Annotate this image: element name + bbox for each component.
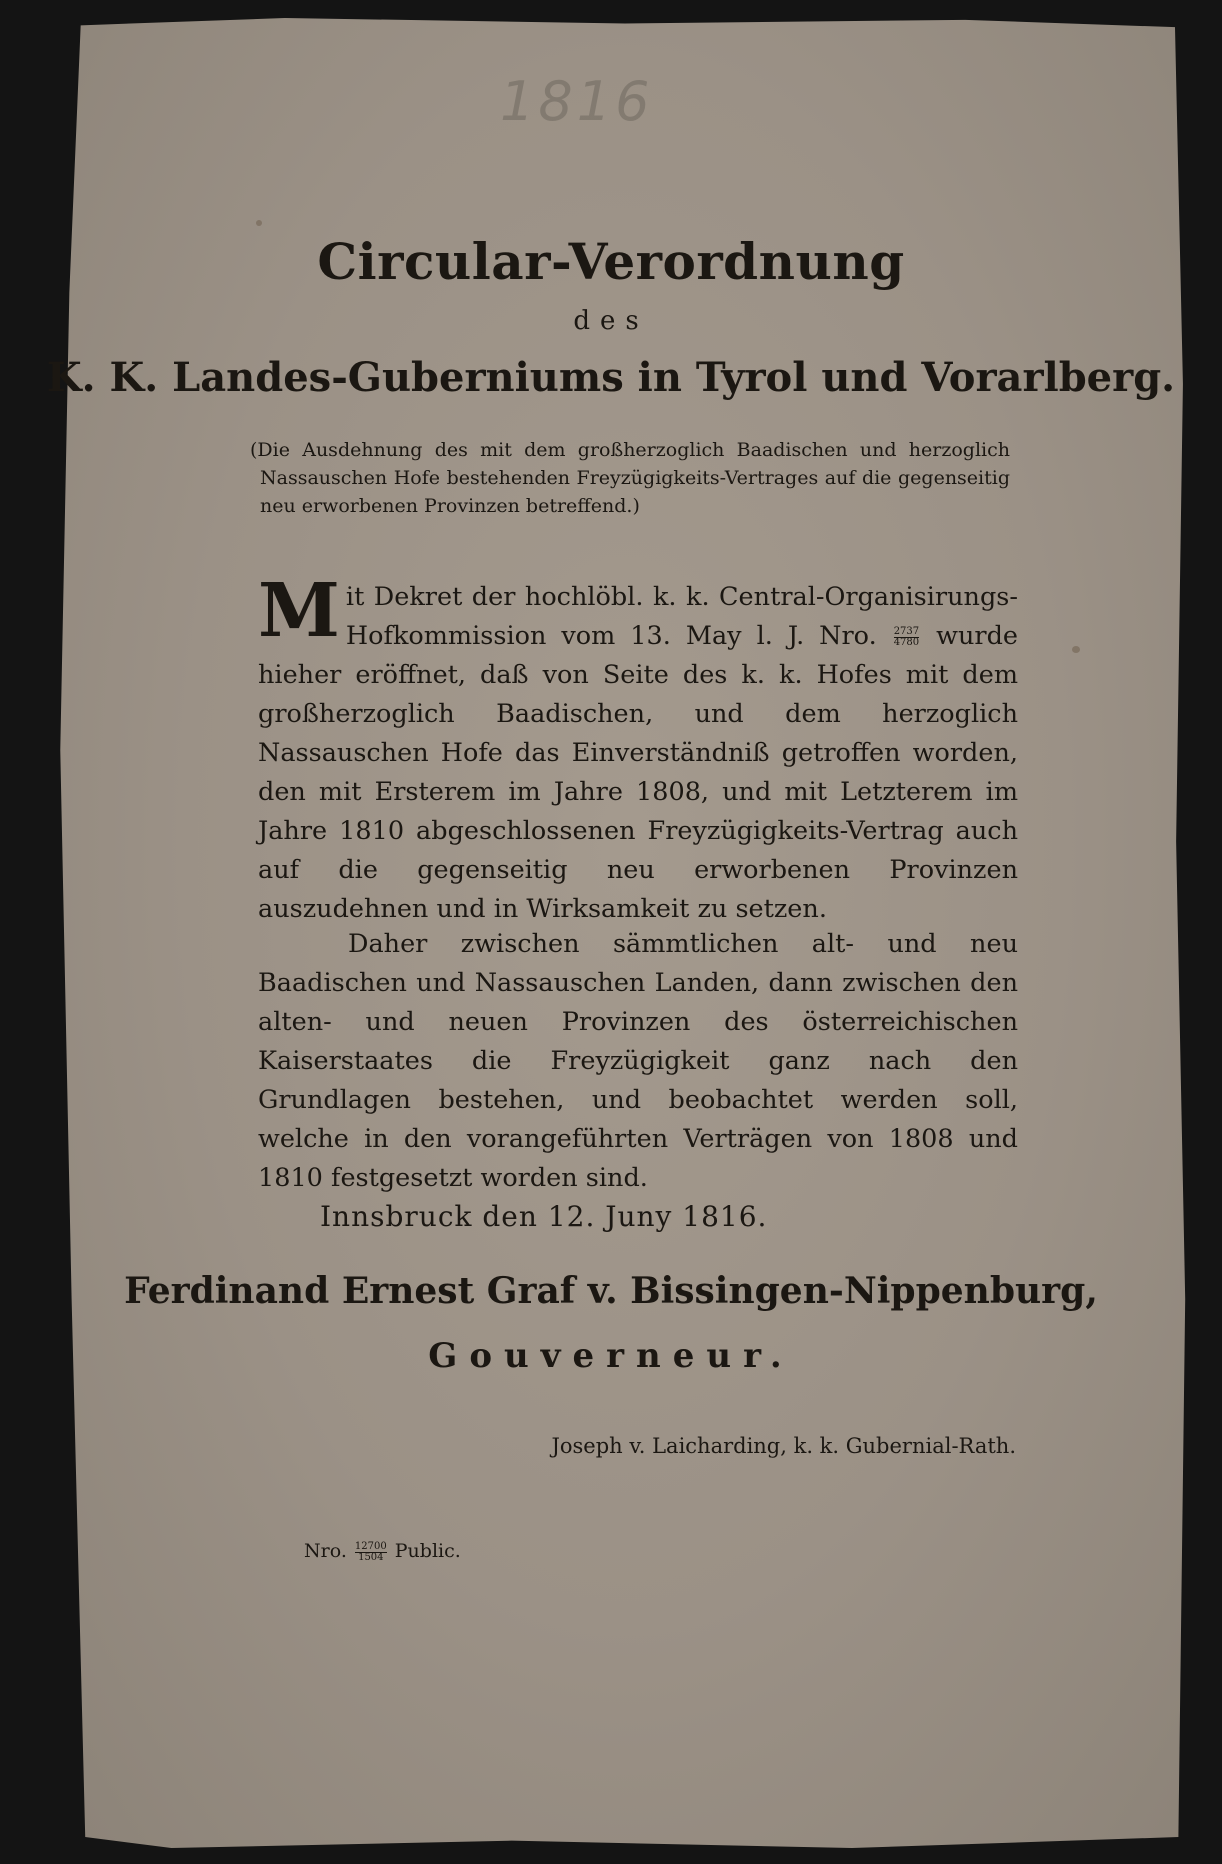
governor-name: Ferdinand Ernest Graf v. Bissingen-Nippenburg, — [124, 1270, 1098, 1312]
paragraph-decree-text-a: it Dekret der hochlöbl. k. k. Central-Organisirungs-Hofkommission vom 13. May l. J. Nro. — [345, 582, 1018, 651]
abstract-text: (Die Ausdehnung des mit dem großherzoglich Baadischen und herzoglich Nassauschen Hofe bestehenden Freyzügigkeits-Vertrages auf die gegenseitig neu erworbenen Provinzen betreffend.) — [250, 439, 1010, 517]
paragraph-ruling — [258, 925, 1018, 1198]
reference-fraction — [355, 1542, 387, 1563]
fraction-numerator: 2737 — [893, 625, 920, 637]
subject-abstract — [250, 436, 1010, 520]
paragraph-decree — [258, 568, 1018, 929]
governor-title: Gouverneur. — [428, 1336, 794, 1376]
title-connector: des — [573, 306, 649, 336]
issuing-authority: K. K. Landes-Guberniums in Tyrol und Vorarlberg. — [46, 354, 1176, 401]
reference-denominator: 1504 — [358, 1551, 384, 1563]
fraction-denominator: 4780 — [893, 636, 920, 648]
reference-number — [304, 1540, 461, 1563]
reference-suffix: Public. — [394, 1540, 461, 1562]
document-title: Circular-Verordnung — [317, 232, 905, 291]
paragraph-ruling-text: Daher zwischen sämmtlichen alt- und neu Baadischen und Nassauschen Landen, dann zwischen den alten- und neuen Provinzen des österreichischen Kaiserstaates die Freyzügigkeit ganz nach den Grundlagen bestehen, und beobachtet werden soll, welche in den vorangeführten Verträgen von 1808 und 1810 festgesetzt worden sind. — [258, 929, 1018, 1193]
drop-cap: M — [258, 568, 340, 654]
countersignature: Joseph v. Laicharding, k. k. Gubernial-Rath. — [551, 1434, 1016, 1458]
ink-spot — [1072, 646, 1080, 653]
pencil-year-note: 1816 — [500, 70, 654, 133]
paragraph-decree-text-b: wurde hieher eröffnet, daß von Seite des k. k. Hofes mit dem großherzoglich Baadischen, und dem herzoglich Nassauschen Hofe das Einverständniß getroffen worden, den mit Ersterem im Jahre 1808, und mit Letzterem im Jahre 1810 abgeschlossenen Freyzügigkeits-Vertrag auch auf die gegenseitig neu erworbenen Provinzen auszudehnen und in Wirksamkeit zu setzen. — [258, 621, 1018, 924]
place-date: Innsbruck den 12. Juny 1816. — [320, 1200, 768, 1233]
reference-prefix: Nro. — [304, 1540, 347, 1562]
ink-spot — [256, 220, 262, 226]
decree-number-fraction — [894, 627, 919, 648]
reference-numerator: 12700 — [354, 1540, 387, 1552]
